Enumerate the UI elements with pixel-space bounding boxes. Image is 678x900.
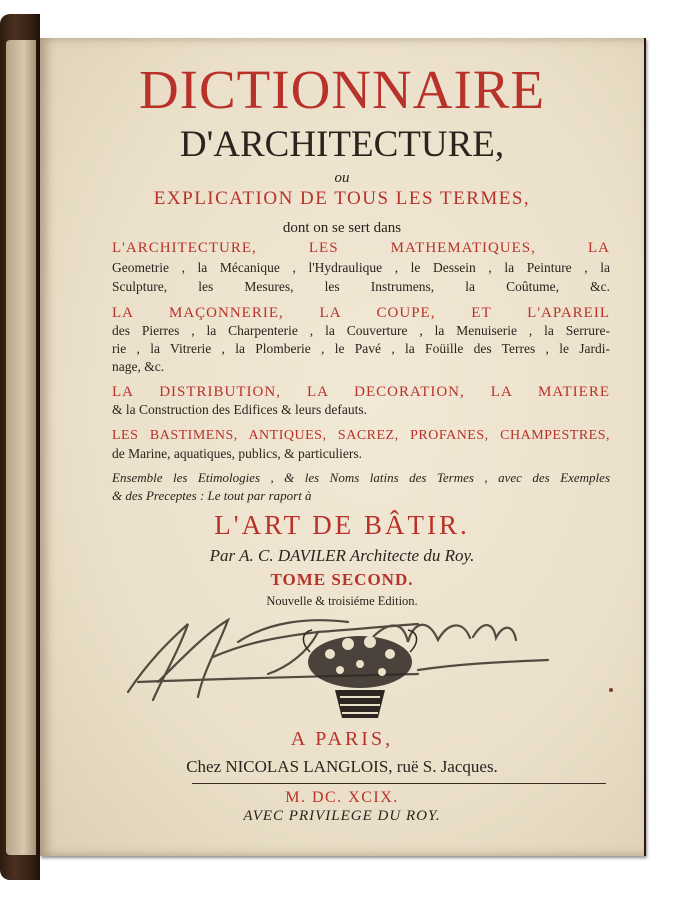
block2-line2: des Pierres , la Charpenterie , la Couverture , la Menuiserie , la Serrure- bbox=[112, 323, 610, 338]
dont-line: dont on se sert dans bbox=[282, 220, 402, 236]
author-line: Par A. C. DAVILER Architecte du Roy. bbox=[209, 546, 475, 565]
title-line-2: D'ARCHITECTURE, bbox=[179, 124, 505, 165]
art-de-batir: L'ART DE BÂTIR. bbox=[214, 510, 470, 540]
block5-line1: Ensemble les Etimologies , & les Noms latins des Termes , avec des Exemples bbox=[112, 470, 610, 485]
tome-line: TOME SECOND. bbox=[270, 570, 414, 589]
block4-heading: LES BASTIMENS, ANTIQUES, SACREZ, PROFANES, CHAMPESTRES, bbox=[112, 428, 610, 443]
block1-heading: L'ARCHITECTURE, LES MATHEMATIQUES, LA bbox=[112, 240, 610, 256]
block1-line2: Geometrie , la Mécanique , l'Hydraulique , le Dessein , la Peinture , la bbox=[112, 260, 610, 275]
block4-line2: de Marine, aquatiques, publics, & particuliers. bbox=[112, 446, 363, 461]
block3-heading: LA DISTRIBUTION, LA DECORATION, LA MATIERE bbox=[112, 384, 610, 400]
block1-line3: Sculpture, les Mesures, les Instrumens, la Coûtume, &c. bbox=[112, 279, 610, 294]
explication-line: EXPLICATION DE TOUS LES TERMES, bbox=[153, 188, 531, 209]
divider-rule bbox=[192, 783, 606, 784]
block2-line4: nage, &c. bbox=[112, 359, 165, 374]
privilege-line: AVEC PRIVILEGE DU ROY. bbox=[243, 808, 441, 824]
title-line-1: DICTIONNAIRE bbox=[138, 59, 546, 120]
city-line: A PARIS, bbox=[290, 728, 394, 750]
ink-spot bbox=[609, 688, 613, 692]
flower-basket-vignette bbox=[290, 622, 430, 722]
year-line: M. DC. XCIX. bbox=[285, 789, 399, 806]
publisher-line: Chez NICOLAS LANGLOIS, ruë S. Jacques. bbox=[186, 757, 498, 776]
block2-line3: rie , la Vitrerie , la Plomberie , le Pavé , la Foüille des Terres , le Jardi- bbox=[112, 341, 610, 356]
book-cover-edge bbox=[6, 40, 36, 855]
block3-line2: & la Construction des Edifices & leurs defauts. bbox=[112, 402, 367, 417]
ou-text: ou bbox=[334, 170, 350, 186]
block5-line2: & des Preceptes : Le tout par raport à bbox=[112, 488, 312, 503]
block2-heading: LA MAÇONNERIE, LA COUPE, ET L'APAREIL bbox=[112, 305, 610, 321]
edition-line: Nouvelle & troisiéme Edition. bbox=[266, 594, 418, 608]
